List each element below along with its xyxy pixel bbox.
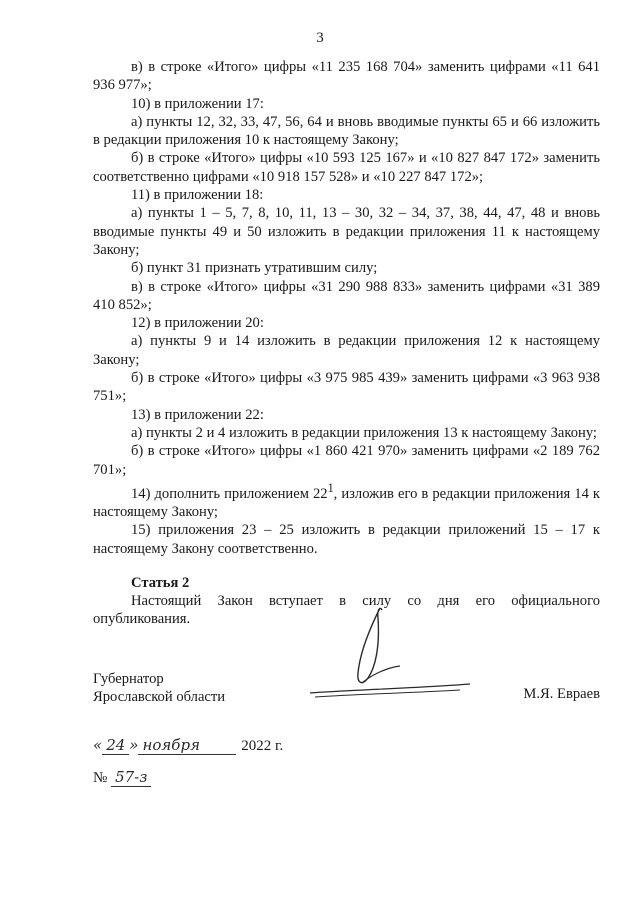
- governor-name: М.Я. Евраев: [523, 686, 600, 702]
- article-title: Статья 2: [131, 574, 190, 591]
- amendment-paragraph: б) в строке «Итого» цифры «1 860 421 970» заменить цифрами «2 189 762 701»;: [93, 443, 600, 478]
- amendment-paragraph: в) в строке «Итого» цифры «11 235 168 704» заменить цифрами «11 641 936 977»;: [93, 59, 600, 94]
- article-text: Настоящий Закон вступает в силу со дня его официального опубликования.: [93, 593, 600, 628]
- para14-text-after: , изложив его в редакции приложения 14 к настоящему Закону;: [93, 485, 600, 520]
- amendment-paragraph: б) пункт 31 признать утратившим силу;: [131, 260, 378, 277]
- date-handwritten: [93, 736, 241, 754]
- amendment-paragraph: а) пункты 1 – 5, 7, 8, 10, 11, 13 – 30, 32 – 34, 37, 38, 44, 47, 48 и вновь вводимые пункты 49 и 50 изложить в редакции приложения 11 к настоящему Закону;: [93, 205, 600, 258]
- para14-text: 14) дополнить приложением 22: [131, 485, 328, 502]
- signature-icon: [300, 598, 480, 708]
- amendment-paragraph: 11) в приложении 18:: [131, 187, 264, 204]
- paragraph-15: 15) приложения 23 – 25 изложить в редакции приложений 15 – 17 к настоящему Закону соответственно.: [93, 522, 600, 557]
- para14-superscript: 1: [327, 480, 334, 495]
- document-body: [93, 58, 600, 629]
- amendment-list: [93, 58, 600, 479]
- paragraph-14: [93, 479, 600, 521]
- amendment-paragraph: а) пункты 2 и 4 изложить в редакции приложения 13 к настоящему Закону;: [131, 424, 597, 441]
- amendment-paragraph: в) в строке «Итого» цифры «31 290 988 833» заменить цифрами «31 389 410 852»;: [93, 278, 600, 313]
- amendment-paragraph: б) в строке «Итого» цифры «3 975 985 439» заменить цифрами «3 963 938 751»;: [93, 370, 600, 405]
- amendment-paragraph: б) в строке «Итого» цифры «10 593 125 167» и «10 827 847 172» заменить соответственно цифрами «10 918 157 528» и «10 227 847 172»;: [93, 150, 600, 185]
- amendment-paragraph: а) пункты 12, 32, 33, 47, 56, 64 и вновь вводимые пункты 65 и 66 изложить в редакции приложения 10 к настоящему Закону;: [93, 113, 600, 149]
- date-year: 2022 г.: [241, 738, 284, 754]
- page-number: 3: [316, 30, 324, 46]
- number-value: 57-з: [111, 768, 151, 787]
- amendment-paragraph: 12) в приложении 20:: [131, 315, 264, 332]
- signing-date: [93, 736, 283, 755]
- date-open-quote: «: [93, 736, 103, 754]
- date-month: ноября: [138, 736, 236, 755]
- amendment-paragraph: а) пункты 9 и 14 изложить в редакции приложения 12 к настоящему Закону;: [93, 333, 600, 368]
- governor-line-2: Ярославской области: [93, 689, 226, 705]
- number-label: №: [93, 770, 108, 786]
- governor-line-1: Губернатор: [93, 671, 164, 687]
- amendment-paragraph: 13) в приложении 22:: [131, 406, 264, 423]
- date-close-quote: »: [129, 736, 139, 754]
- date-day: 24: [102, 736, 129, 755]
- amendment-paragraph: 10) в приложении 17:: [131, 95, 264, 112]
- law-number: [93, 768, 151, 787]
